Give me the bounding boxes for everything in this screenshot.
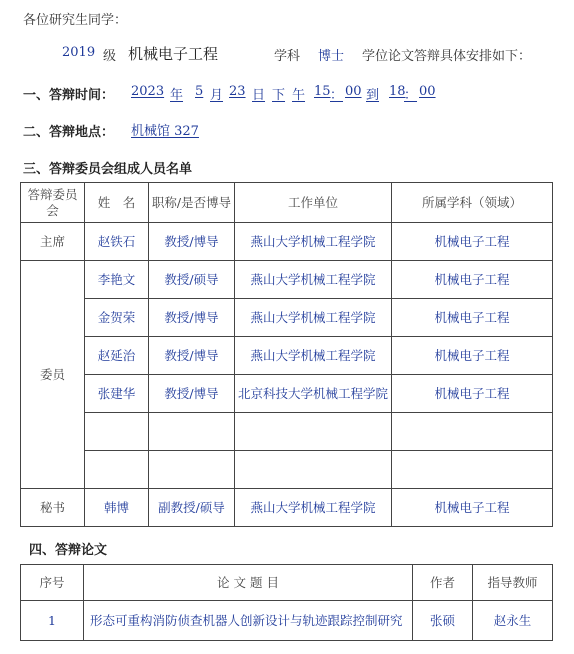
header-thesis-title: 论 文 题 目 (84, 565, 413, 601)
intro-major: 机械电子工程 (128, 45, 219, 63)
header-role: 答辩委员会 (21, 183, 85, 223)
intro-tail: 学位论文答辩具体安排如下： (362, 49, 532, 64)
start-minute: 00 (345, 84, 362, 99)
table-row (21, 489, 553, 527)
intro-discipline-word: 学科 (274, 49, 301, 64)
table-row (21, 223, 553, 261)
empty-row (21, 451, 553, 489)
member-unit: 北京科技大学机械工程学院 (235, 375, 392, 413)
colon-2: ： (404, 88, 418, 103)
greeting: 各位研究生同学： (23, 13, 128, 28)
end-minute: 00 (419, 84, 436, 99)
member-title: 教授/硕导 (149, 261, 235, 299)
member-unit: 燕山大学机械工程学院 (235, 299, 392, 337)
empty-cell (235, 413, 392, 451)
defense-day: 23 (229, 84, 246, 99)
intro-degree: 博士 (318, 49, 345, 64)
table-row (21, 299, 553, 337)
table-row (21, 261, 553, 299)
chair-role: 主席 (21, 223, 85, 261)
table-row (21, 601, 553, 641)
empty-cell (235, 451, 392, 489)
chair-field: 机械电子工程 (392, 223, 553, 261)
secretary-unit: 燕山大学机械工程学院 (235, 489, 392, 527)
member-field: 机械电子工程 (392, 337, 553, 375)
day-unit: 日 (252, 88, 266, 103)
intro-grade-word: 级 (103, 49, 117, 64)
secretary-name: 韩博 (85, 489, 149, 527)
empty-cell (392, 413, 553, 451)
member-title: 教授/博导 (149, 337, 235, 375)
intro-year: 2019 (62, 45, 96, 60)
empty-cell (149, 413, 235, 451)
thesis-table (20, 564, 553, 641)
thesis-header-row (21, 565, 553, 601)
secretary-field: 机械电子工程 (392, 489, 553, 527)
year-unit: 年 (170, 88, 184, 103)
defense-month: 5 (195, 84, 204, 99)
member-role: 委员 (21, 261, 85, 489)
header-no: 序号 (21, 565, 84, 601)
member-field: 机械电子工程 (392, 261, 553, 299)
end-hour: 18 (389, 84, 406, 99)
committee-table (20, 182, 553, 527)
empty-cell (149, 451, 235, 489)
member-name: 张建华 (85, 375, 149, 413)
thesis-advisor: 赵永生 (473, 601, 553, 641)
defense-year: 2023 (131, 84, 165, 99)
empty-row (21, 413, 553, 451)
member-title: 教授/博导 (149, 299, 235, 337)
empty-cell (392, 451, 553, 489)
section2-label: 二、答辩地点： (23, 125, 115, 140)
section1-label: 一、答辩时间： (23, 88, 115, 103)
section4-label: 四、答辩论文 (29, 543, 108, 558)
member-field: 机械电子工程 (392, 299, 553, 337)
thesis-author: 张硕 (413, 601, 473, 641)
chair-title: 教授/博导 (149, 223, 235, 261)
committee-header-row (21, 183, 553, 223)
table-row (21, 375, 553, 413)
secretary-title: 副教授/硕导 (149, 489, 235, 527)
header-author: 作者 (413, 565, 473, 601)
member-title: 教授/博导 (149, 375, 235, 413)
header-title: 职称/是否博导 (149, 183, 235, 223)
section3-label: 三、答辩委员会组成人员名单 (23, 162, 193, 177)
thesis-title: 形态可重构消防侦查机器人创新设计与轨迹跟踪控制研究 (84, 601, 413, 641)
header-advisor: 指导教师 (473, 565, 553, 601)
member-unit: 燕山大学机械工程学院 (235, 337, 392, 375)
noon-word: 午 (292, 88, 306, 103)
chair-unit: 燕山大学机械工程学院 (235, 223, 392, 261)
member-name: 赵延治 (85, 337, 149, 375)
secretary-role: 秘书 (21, 489, 85, 527)
member-name: 李艳文 (85, 261, 149, 299)
member-unit: 燕山大学机械工程学院 (235, 261, 392, 299)
empty-cell (85, 413, 149, 451)
header-field: 所属学科（领域） (392, 183, 553, 223)
chair-name: 赵铁石 (85, 223, 149, 261)
member-name: 金贺荣 (85, 299, 149, 337)
colon-1: ： (330, 88, 344, 103)
to-word: 到 (366, 88, 380, 103)
table-row (21, 337, 553, 375)
header-unit: 工作单位 (235, 183, 392, 223)
defense-place: 机械馆 327 (131, 124, 199, 139)
defense-period: 下 (272, 88, 286, 103)
header-name: 姓 名 (85, 183, 149, 223)
member-field: 机械电子工程 (392, 375, 553, 413)
start-hour: 15 (314, 84, 331, 99)
thesis-no: 1 (21, 601, 84, 641)
empty-cell (85, 451, 149, 489)
month-unit: 月 (210, 88, 224, 103)
